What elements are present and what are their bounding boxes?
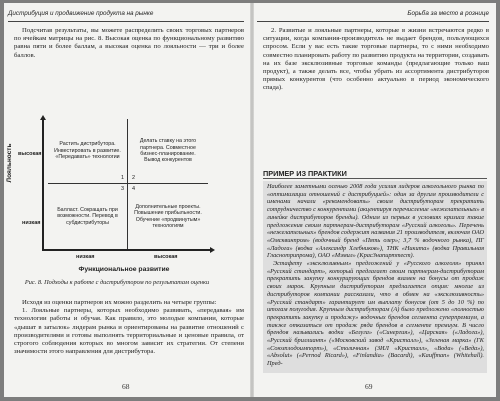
- right-page-number: 69: [365, 382, 373, 391]
- matrix-grid: [48, 119, 208, 249]
- example-title: ПРИМЕР ИЗ ПРАКТИКИ: [263, 169, 347, 178]
- book-spread: [4, 3, 496, 397]
- right-page: [253, 3, 496, 397]
- x-low-label: низкая: [76, 254, 95, 260]
- cell-number-2: 2: [132, 175, 136, 181]
- y-axis: [42, 119, 44, 249]
- x-axis: [42, 249, 212, 251]
- y-high-label: высокая: [18, 151, 42, 157]
- intro-paragraph: Подсчитав результаты, вы можете распределить своих торговых партнеров по ячейкам матрицы на рис. 8. Высокая оценка по функциональному развитию равна пяти и более баллам, а высокая оценка по лояльности — три и более баллов.: [14, 27, 244, 59]
- left-page-number: 68: [122, 382, 130, 391]
- matrix-cell-1: Растить дистрибутора. Инвестировать в развитие. «Передавать» технологии: [48, 119, 128, 184]
- left-body: [14, 299, 244, 356]
- example-box: [263, 181, 487, 373]
- x-axis-title: Функциональное развитие: [78, 266, 170, 273]
- body-paragraph: Исходя из оценки партнеров их можно разделить на четыре группы:: [22, 299, 217, 306]
- matrix-cell-3: Балласт. Сокращать при возможности. Перевод в субдистрибуторы: [48, 184, 128, 249]
- x-high-label: высокая: [154, 254, 178, 260]
- right-running-header: Борьба за место в рознице: [257, 9, 489, 22]
- figure-caption: Рис. 8. Подходы к работе с дистрибутором по результатам оценки: [24, 279, 210, 286]
- x-axis-arrow: [210, 247, 215, 253]
- left-page: [4, 3, 251, 397]
- cell-number-1: 1: [121, 175, 125, 181]
- item-1-paragraph: 1. Лояльные партнеры, которых необходимо развивать, «передавая» им технологии работы и обучая. Как правило, это молодые компании, которые «дышат в затылок» лидерам рынка и ориентированы на развитие отношений с производителями и готовы выполнять территориальные и ценовые правила, от строгого соблюдения которых во многом зависит их стратегии. От степени значимости этого направления для дистрибутора.: [14, 307, 244, 356]
- right-body: [263, 27, 489, 93]
- left-running-header: Дистрибуция и продвижение продукта на рынке: [8, 9, 244, 22]
- matrix-cell-4: Дополнительные проекты. Повышение прибыльности. Обучение «продвинутым» технологиям: [134, 203, 202, 229]
- item-2-paragraph: 2. Развитые и лояльные партнеры, которые в жизни встречаются редко в ситуации, когда компания-производитель не выдает брендов, пользующихся спросом. Если у вас есть такие торговые партнеры, то с ними необходимо совместно планировать работу по развитию продукта на территории, создавать на их базе эксклюзивные торговые команды (предлагающие только ваш продукт), а также делать все, чтобы убрать из ассортимента дистрибуторов прямых конкурентов (что особенно актуально в период экономического спада).: [263, 27, 489, 92]
- left-intro: [14, 27, 244, 60]
- example-paragraph-1: Наиболее заметными осенью 2008 года усилия лидеров алкогольного рынка по «оптимизации отношений с дистрибуцией»: один за другим производители с именами начали «рекомендовать» своим дистрибуторам прекратить сотрудничество с конкурентами (акцентируя перечисление «нежелательных» в линейке дистрибуторов бренды). Одним из первых в условиях кризиса такие предложения своим партнерам-дистрибуторам «Русский алкоголь». Перечень «нежелательных» брендов содержит названия 21 производителя, включая ОАО «Омсквинпром» (водочный бренд «Пять озер»; 3,7 % водочного рынка), ПГ «Ладога» (водка «Александр Хлебников»), ТНК «Никита» (водка Правильная Глаcнотрипрома), ОАО «Мэмил» (КрасЗнапирттест).: [267, 183, 484, 260]
- y-low-label: низкая: [22, 220, 41, 226]
- y-axis-title: Лояльность: [6, 143, 13, 183]
- example-divider: [263, 178, 487, 179]
- cell-number-3: 3: [121, 186, 125, 192]
- matrix-cell-2: Делать ставку на этого партнера. Совместное бизнес-планирование. Вывод конкурентов: [128, 119, 208, 184]
- cell-number-4: 4: [132, 186, 136, 192]
- example-paragraph-2: Эстафету «эксклюзивным» предложений у «Русского алкоголя» принял «Русский стандарт», который предлагает своим партнерам-дистрибуторам прекратить закупку конкурирующих брендов взамен на бонусы от продаж своих марок. Крупным дистрибуторам предлагается опция: многие из дистрибуторов компании рассказали, что в обмен на «эксклюзивность» «Русский стандарт» гарантирует им выплату бонусов (от 5 до 10 %) по итогам полугодия. Крупным дистрибуторам (А) было предложено «полностью прекратить закупку и продажу» водочных брендов сегмента суперпремиум, а также отказаться от продаж ряда брендов в сегменте премиум. В число брендов назывались водки «Белуга» («Синергия»), «Царская» («Ладога»), «Русский бриллиант» («Московский завод «Кристалл»), «Зеленая марка» (ГК «Союзплодоимпорт»), «Столичная» (ЗИЛ «Кристалл», «Вода» («Веда»), «Absolut» («Pernod Ricard»), «Finlandia» (Bacardi), «Kauffman» (Whitehall). Пред-: [267, 260, 484, 368]
